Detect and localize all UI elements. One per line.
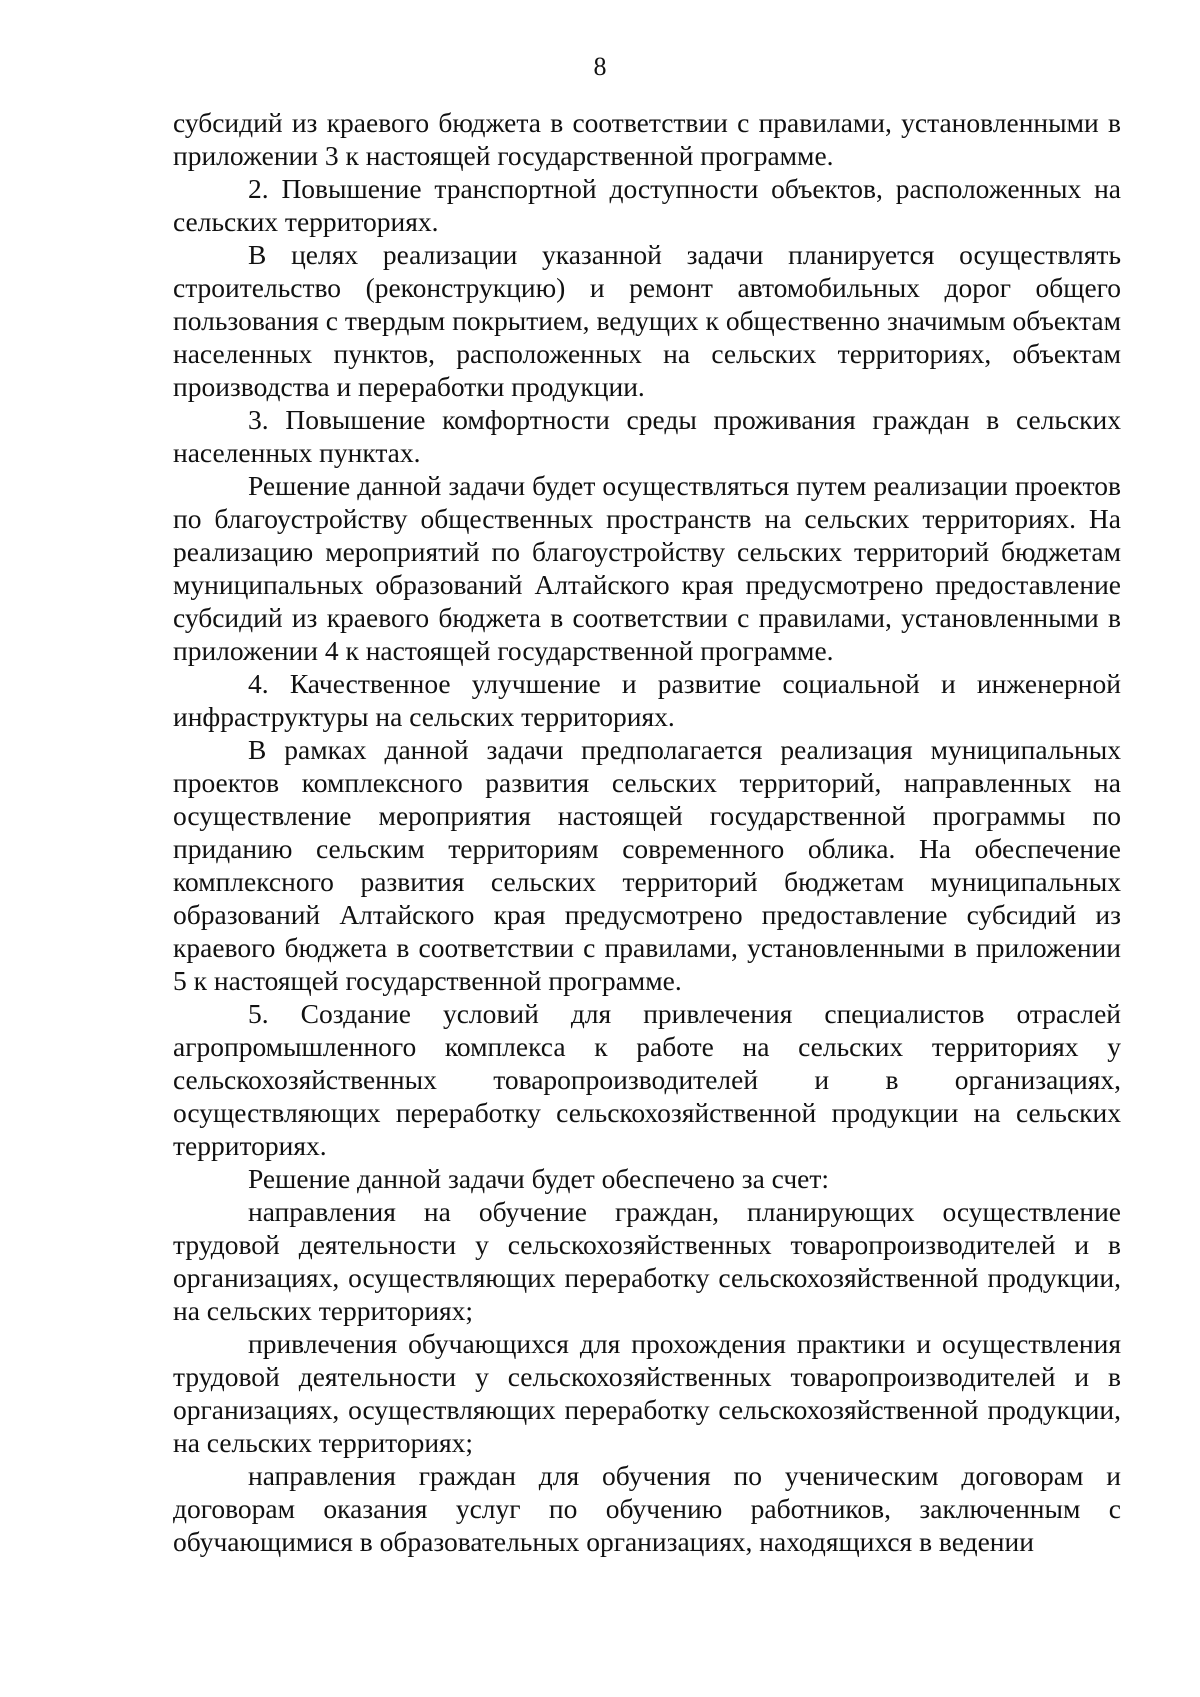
paragraph: направления граждан для обучения по ученическим договорам и договорам оказания услуг по обучению работников, заключенным с обучающимися в образовательных организациях, находящихся в ведении (173, 1460, 1121, 1557)
paragraph: В рамках данной задачи предполагается реализация муниципальных проектов комплексного развития сельских территорий, направленных на осуществление мероприятия настоящей государственной программы по приданию сельским территориям современного облика. На обеспечение комплексного развития сельских территорий бюджетам муниципальных образований Алтайского края предусмотрено предоставление субсидий из краевого бюджета в соответствии с правилами, установленными в приложении 5 к настоящей государственной программе. (173, 734, 1121, 996)
document-body (173, 106, 1121, 1558)
paragraph: Решение данной задачи будет осуществляться путем реализации проектов по благоустройству общественных пространств на сельских территориях. На реализацию мероприятий по благоустройству сельских территорий бюджетам муниципальных образований Алтайского края предусмотрено предоставление субсидий из краевого бюджета в соответствии с правилами, установленными в приложении 4 к настоящей государственной программе. (173, 470, 1121, 666)
paragraph: субсидий из краевого бюджета в соответствии с правилами, установленными в приложении 3 к настоящей государственной программе. (173, 107, 1121, 171)
paragraph: 3. Повышение комфортности среды проживания граждан в сельских населенных пунктах. (173, 404, 1121, 468)
paragraph: Решение данной задачи будет обеспечено за счет: (248, 1163, 830, 1194)
paragraph: 4. Качественное улучшение и развитие социальной и инженерной инфраструктуры на сельских территориях. (173, 668, 1121, 732)
paragraph: направления на обучение граждан, планирующих осуществление трудовой деятельности у сельскохозяйственных товаропроизводителей и в организациях, осуществляющих переработку сельскохозяйственной продукции, на сельских территориях; (173, 1196, 1121, 1326)
paragraph: В целях реализации указанной задачи планируется осуществлять строительство (реконструкцию) и ремонт автомобильных дорог общего пользования с твердым покрытием, ведущих к общественно значимым объектам населенных пунктов, расположенных на сельских территориях, объектам производства и переработки продукции. (173, 239, 1121, 402)
paragraph: 5. Создание условий для привлечения специалистов отраслей агропромышленного комплекса к работе на сельских территориях у сельскохозяйственных товаропроизводителей и в организациях, осуществляющих переработку сельскохозяйственной продукции на сельских территориях. (173, 998, 1121, 1161)
page-number: 8 (593, 52, 607, 81)
paragraph: привлечения обучающихся для прохождения практики и осуществления трудовой деятельности у сельскохозяйственных товаропроизводителей и в организациях, осуществляющих переработку сельскохозяйственной продукции, на сельских территориях; (173, 1328, 1121, 1458)
paragraph: 2. Повышение транспортной доступности объектов, расположенных на сельских территориях. (173, 173, 1121, 237)
